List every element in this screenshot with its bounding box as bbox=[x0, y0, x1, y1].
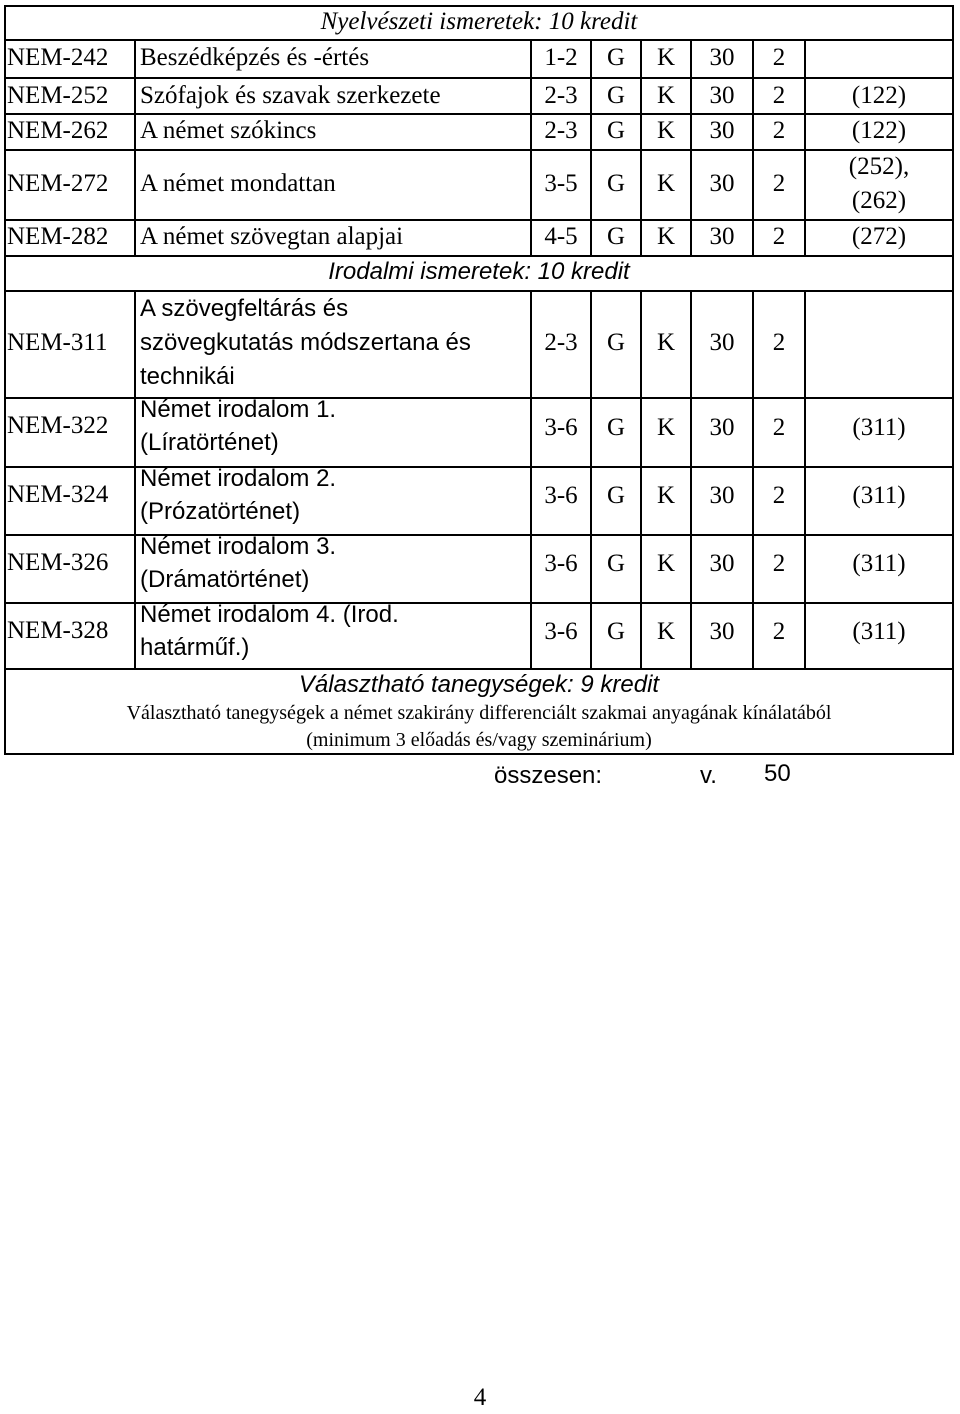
credits: 2 bbox=[772, 618, 786, 645]
course-title: A német szövegtan alapjai bbox=[140, 223, 404, 250]
page-number: 4 bbox=[473, 1384, 487, 1411]
prerequisite: (311) bbox=[852, 618, 906, 645]
credits: 2 bbox=[772, 414, 786, 441]
course-title: A szövegfeltárás és bbox=[140, 295, 349, 322]
credits: 2 bbox=[772, 117, 786, 144]
course-type: G bbox=[606, 117, 626, 144]
credits: 2 bbox=[772, 482, 786, 509]
hours: 30 bbox=[709, 482, 735, 509]
course-type: G bbox=[606, 170, 626, 197]
semester: 4-5 bbox=[544, 223, 578, 250]
course-title: Német irodalom 3. bbox=[140, 533, 337, 560]
grid-line bbox=[4, 39, 954, 41]
hours: 30 bbox=[709, 223, 735, 250]
course-type: G bbox=[606, 414, 626, 441]
prerequisite: (311) bbox=[852, 414, 906, 441]
credits: 2 bbox=[772, 44, 786, 71]
section-header-linguistic: Nyelvészeti ismeretek: 10 kredit bbox=[320, 8, 638, 35]
grid-line bbox=[4, 149, 954, 151]
credits: 2 bbox=[772, 329, 786, 356]
course-code: NEM-242 bbox=[7, 44, 109, 71]
semester: 3-6 bbox=[544, 414, 578, 441]
border-bottom bbox=[4, 753, 954, 755]
course-title: technikái bbox=[140, 363, 235, 390]
exam-type: K bbox=[656, 550, 676, 577]
grid-line bbox=[4, 77, 954, 79]
prerequisite: (252), bbox=[848, 153, 910, 180]
hours: 30 bbox=[709, 170, 735, 197]
credits: 2 bbox=[772, 170, 786, 197]
credits: 2 bbox=[772, 82, 786, 109]
grid-line bbox=[134, 39, 136, 255]
course-title: Német irodalom 4. (Irod. bbox=[140, 601, 399, 628]
course-title: Német irodalom 1. bbox=[140, 396, 337, 423]
elective-note: Választható tanegységek a német szakirány differenciált szakmai anyagának kínálatából bbox=[126, 702, 832, 724]
exam-type: K bbox=[656, 44, 676, 71]
hours: 30 bbox=[709, 117, 735, 144]
semester: 2-3 bbox=[544, 82, 578, 109]
hours: 30 bbox=[709, 44, 735, 71]
grid-line bbox=[4, 255, 954, 257]
border-top bbox=[4, 5, 954, 7]
course-title: A német szókincs bbox=[140, 117, 317, 144]
course-title: Beszédképzés és -értés bbox=[140, 44, 370, 71]
total-value: 50 bbox=[764, 760, 791, 787]
total-prefix: v. bbox=[700, 762, 717, 789]
grid-line bbox=[804, 290, 806, 668]
course-type: G bbox=[606, 223, 626, 250]
prerequisite: (262) bbox=[851, 187, 907, 214]
prerequisite: (122) bbox=[851, 82, 907, 109]
course-type: G bbox=[606, 618, 626, 645]
semester: 3-6 bbox=[544, 618, 578, 645]
exam-type: K bbox=[656, 82, 676, 109]
border-left bbox=[4, 5, 6, 755]
semester: 3-6 bbox=[544, 550, 578, 577]
elective-note: (minimum 3 előadás és/vagy szeminárium) bbox=[306, 729, 652, 751]
course-code: NEM-252 bbox=[7, 82, 109, 109]
course-title: (Prózatörténet) bbox=[140, 498, 301, 525]
curriculum-table bbox=[4, 5, 954, 755]
section-header-elective: Választható tanegységek: 9 kredit bbox=[298, 671, 660, 698]
border-right bbox=[952, 5, 954, 755]
course-code: NEM-311 bbox=[7, 329, 108, 356]
semester: 3-6 bbox=[544, 482, 578, 509]
credits: 2 bbox=[772, 550, 786, 577]
course-title: Szófajok és szavak szerkezete bbox=[140, 82, 441, 109]
semester: 2-3 bbox=[544, 329, 578, 356]
hours: 30 bbox=[709, 550, 735, 577]
prerequisite: (272) bbox=[851, 223, 907, 250]
semester: 1-2 bbox=[544, 44, 578, 71]
course-code: NEM-272 bbox=[7, 170, 109, 197]
exam-type: K bbox=[656, 223, 676, 250]
course-type: G bbox=[606, 550, 626, 577]
course-type: G bbox=[606, 44, 626, 71]
grid-line bbox=[4, 668, 954, 670]
course-type: G bbox=[606, 482, 626, 509]
total-label: összesen: bbox=[494, 762, 603, 789]
hours: 30 bbox=[709, 618, 735, 645]
course-title: (Drámatörténet) bbox=[140, 566, 310, 593]
grid-line bbox=[134, 290, 136, 668]
hours: 30 bbox=[709, 82, 735, 109]
course-title: A német mondattan bbox=[140, 170, 336, 197]
course-code: NEM-326 bbox=[7, 549, 109, 576]
course-type: G bbox=[606, 82, 626, 109]
grid-line bbox=[4, 219, 954, 221]
exam-type: K bbox=[656, 117, 676, 144]
exam-type: K bbox=[656, 618, 676, 645]
course-code: NEM-262 bbox=[7, 117, 109, 144]
course-type: G bbox=[606, 329, 626, 356]
hours: 30 bbox=[709, 414, 735, 441]
prerequisite: (311) bbox=[852, 550, 906, 577]
course-code: NEM-322 bbox=[7, 412, 109, 439]
prerequisite: (122) bbox=[851, 117, 907, 144]
exam-type: K bbox=[656, 414, 676, 441]
exam-type: K bbox=[656, 482, 676, 509]
course-code: NEM-324 bbox=[7, 481, 109, 508]
course-title: (Líratörténet) bbox=[140, 429, 279, 456]
semester: 2-3 bbox=[544, 117, 578, 144]
hours: 30 bbox=[709, 329, 735, 356]
course-code: NEM-328 bbox=[7, 617, 109, 644]
course-code: NEM-282 bbox=[7, 223, 109, 250]
grid-line bbox=[4, 113, 954, 115]
course-title: szövegkutatás módszertana és bbox=[140, 329, 471, 356]
section-header-literary: Irodalmi ismeretek: 10 kredit bbox=[328, 258, 630, 285]
credits: 2 bbox=[772, 223, 786, 250]
exam-type: K bbox=[656, 329, 676, 356]
semester: 3-5 bbox=[544, 170, 578, 197]
prerequisite: (311) bbox=[852, 482, 906, 509]
course-title: Német irodalom 2. bbox=[140, 465, 337, 492]
grid-line bbox=[4, 290, 954, 292]
exam-type: K bbox=[656, 170, 676, 197]
course-title: határműf.) bbox=[140, 634, 250, 661]
